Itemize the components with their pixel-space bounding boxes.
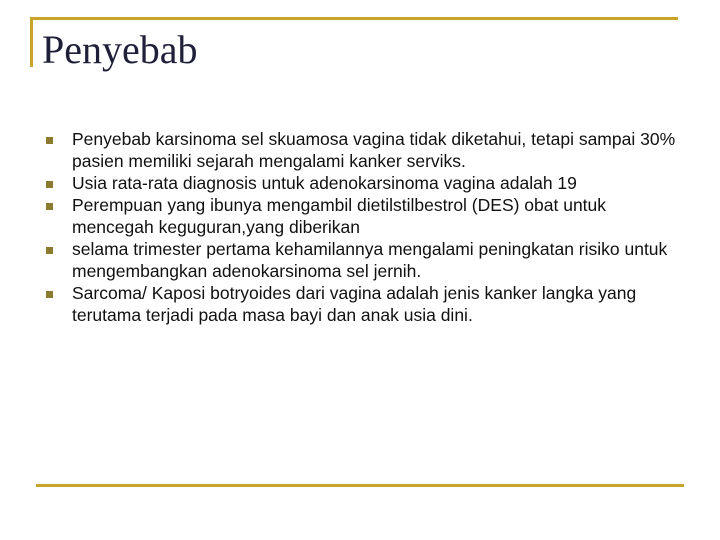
square-bullet-icon [46,291,53,298]
bullet-text: Usia rata-rata diagnosis untuk adenokarsinoma vagina adalah 19 [72,173,577,193]
bullet-text: selama trimester pertama kehamilannya mengalami peningkatan risiko untuk mengembangkan adenokarsinoma sel jernih. [72,239,668,281]
bullet-list [42,128,692,326]
square-bullet-icon [46,247,53,254]
bullet-item [42,282,692,326]
bullet-item [42,238,692,282]
square-bullet-icon [46,203,53,210]
bottom-accent-rule [36,484,684,487]
bullet-text: Penyebab karsinoma sel skuamosa vagina tidak diketahui, tetapi sampai 30% pasien memiliki sejarah mengalami kanker serviks. [72,129,676,171]
top-accent-rule [30,17,678,20]
bullet-item [42,128,692,172]
bullet-item [42,172,692,194]
square-bullet-icon [46,181,53,188]
left-accent-rule [30,17,33,67]
square-bullet-icon [46,137,53,144]
bullet-item [42,194,692,238]
bullet-text: Perempuan yang ibunya mengambil dietilstilbestrol (DES) obat untuk mencegah keguguran,yang diberikan [72,195,607,237]
slide-title: Penyebab [42,27,198,72]
bullet-text: Sarcoma/ Kaposi botryoides dari vagina adalah jenis kanker langka yang terutama terjadi pada masa bayi dan anak usia dini. [72,283,637,325]
